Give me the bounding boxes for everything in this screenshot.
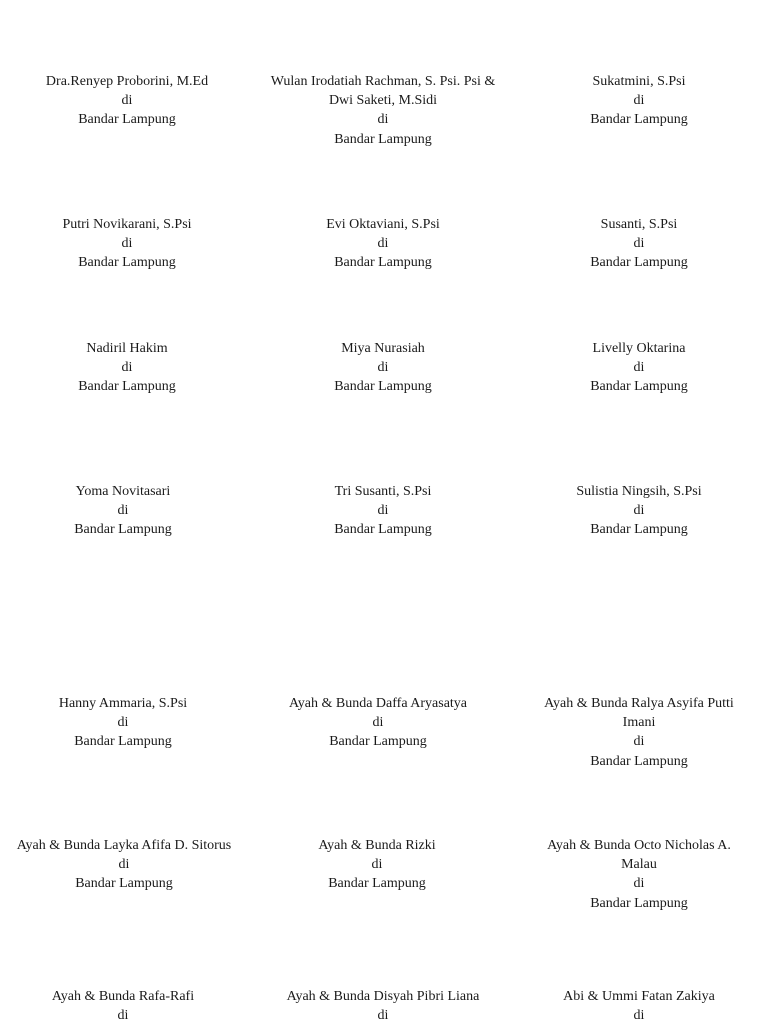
recipient-name: Tri Susanti, S.Psi [334,484,432,499]
address-label [532,482,746,540]
recipient-name: Sukatmini, S.Psi [592,74,686,89]
recipient-name: Susanti, S.Psi [600,217,678,232]
recipient-name: Ayah & Bunda Octo Nicholas A. Malau [547,838,731,873]
address-label [532,215,746,273]
preposition: di [633,93,645,109]
recipient-name: Yoma Novitasari [75,484,171,499]
recipient-name: Miya Nurasiah [341,341,425,356]
address-label [266,987,500,1024]
city: Bandar Lampung [590,255,688,271]
preposition: di [121,360,133,376]
preposition: di [121,236,133,252]
recipient-name: Wulan Irodatiah Rachman, S. Psi. Psi & Dwi Saketi, M.Sidi [270,74,496,109]
address-label [16,482,230,540]
recipient-name: Ayah & Bunda Layka Afifa D. Sitorus [16,838,232,853]
address-label [532,339,746,397]
address-label [536,694,742,771]
preposition: di [633,876,645,892]
address-label [16,694,230,752]
preposition: di [371,857,383,873]
recipient-name: Putri Novikarani, S.Psi [62,217,192,232]
preposition: di [117,1008,129,1024]
preposition: di [377,236,389,252]
preposition: di [377,1008,389,1024]
recipient-name: Evi Oktaviani, S.Psi [326,217,440,232]
recipient-name: Sulistia Ningsih, S.Psi [576,484,702,499]
address-label [536,836,742,913]
city: Bandar Lampung [334,255,432,271]
preposition: di [121,93,133,109]
address-label [266,694,490,752]
preposition: di [633,236,645,252]
preposition: di [118,857,130,873]
city: Bandar Lampung [334,379,432,395]
city: Bandar Lampung [590,112,688,128]
recipient-name: Ayah & Bunda Daffa Aryasatya [288,696,468,711]
address-label [276,482,490,540]
preposition: di [377,112,389,128]
address-label [276,215,490,273]
city: Bandar Lampung [590,895,688,911]
preposition: di [633,503,645,519]
recipient-name: Nadiril Hakim [86,341,168,356]
city: Bandar Lampung [78,112,176,128]
preposition: di [633,734,645,750]
address-label [4,836,244,894]
address-label [20,215,234,273]
city: Bandar Lampung [334,522,432,538]
address-label [266,72,500,149]
city: Bandar Lampung [590,522,688,538]
recipient-name: Ayah & Bunda Ralya Asyifa Putti Imani [544,696,734,731]
preposition: di [377,360,389,376]
city: Bandar Lampung [75,876,173,892]
recipient-name: Ayah & Bunda Disyah Pibri Liana [286,989,480,1004]
city: Bandar Lampung [74,734,172,750]
city: Bandar Lampung [78,255,176,271]
recipient-name: Ayah & Bunda Rafa-Rafi [51,989,195,1004]
address-label [276,339,490,397]
preposition: di [377,503,389,519]
recipient-name: Livelly Oktarina [592,341,686,356]
city: Bandar Lampung [78,379,176,395]
preposition: di [372,715,384,731]
address-label [20,72,234,130]
city: Bandar Lampung [334,131,432,147]
city: Bandar Lampung [329,734,427,750]
recipient-name: Dra.Renyep Proborini, M.Ed [45,74,209,89]
city: Bandar Lampung [590,379,688,395]
recipient-name: Ayah & Bunda Rizki [318,838,436,853]
address-label [16,987,230,1024]
preposition: di [633,1008,645,1024]
address-label [20,339,234,397]
city: Bandar Lampung [74,522,172,538]
preposition: di [633,360,645,376]
preposition: di [117,503,129,519]
recipient-name: Hanny Ammaria, S.Psi [58,696,188,711]
address-label [532,987,746,1024]
recipient-name: Abi & Ummi Fatan Zakiya [563,989,715,1004]
address-label [532,72,746,130]
preposition: di [117,715,129,731]
city: Bandar Lampung [328,876,426,892]
address-label [270,836,484,894]
city: Bandar Lampung [590,753,688,769]
